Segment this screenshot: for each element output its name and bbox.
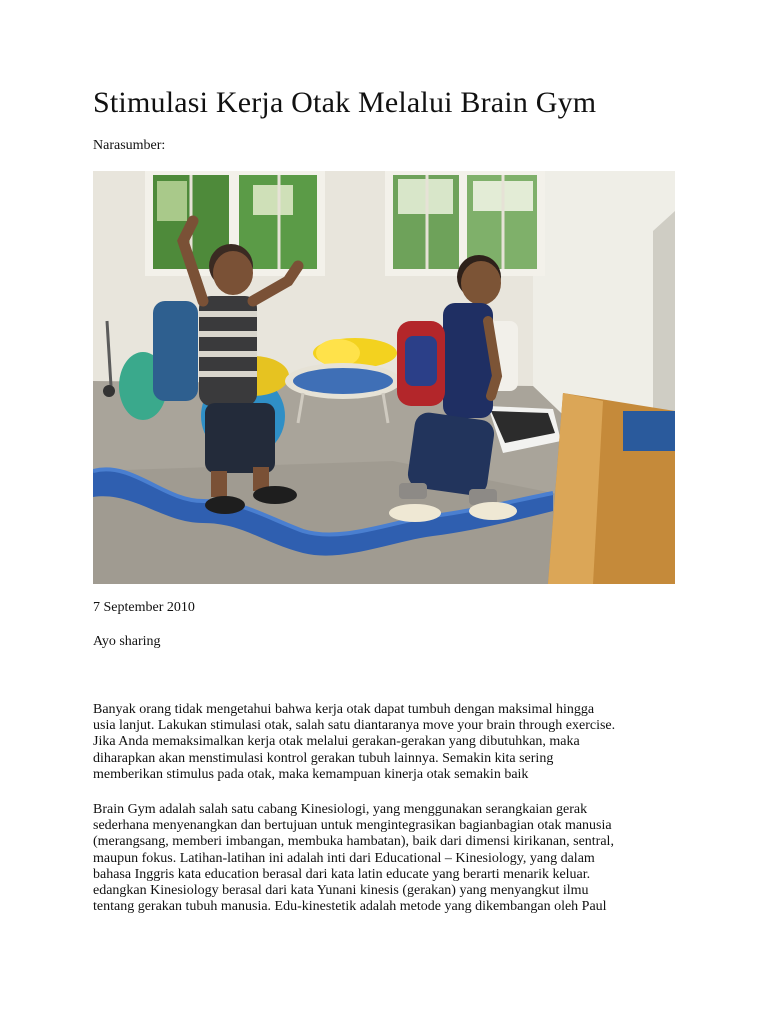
article-date: 7 September 2010	[93, 600, 195, 615]
narasumber-label: Narasumber:	[93, 138, 166, 153]
paragraph-2	[93, 802, 678, 915]
paragraph-line: memberikan stimulus pada otak, maka kemampuan kinerja otak semakin baik	[93, 766, 529, 782]
paragraph-1	[93, 702, 678, 783]
article-photo	[93, 171, 675, 584]
paragraph-line: bahasa Inggris kata education berasal dari kata latin educate yang berarti menarik keluar.	[93, 866, 591, 882]
paragraph-line: Jika Anda memaksimalkan kerja otak melalui gerakan-gerakan yang dibutuhkan, maka	[93, 734, 580, 750]
paragraph-line: diharapkan akan menstimulasi kontrol gerakan tubuh lainnya. Semakin kita sering	[93, 750, 554, 766]
paragraph-line: Brain Gym adalah salah satu cabang Kinesiologi, yang menggunakan serangkaian gerak	[93, 802, 588, 817]
paragraph-line: usia lanjut. Lakukan stimulasi otak, salah satu diantaranya move your brain through exercise.	[93, 718, 616, 734]
paragraph-line: sederhana menyenangkan dan bertujuan untuk mengintegrasikan bagianbagian otak manusia	[93, 818, 612, 834]
page-title: Stimulasi Kerja Otak Melalui Brain Gym	[93, 86, 597, 119]
paragraph-line: edangkan Kinesiology berasal dari kata Yunani kinesis (gerakan) yang menyangkut ilmu	[93, 883, 589, 899]
paragraph-line: Banyak orang tidak mengetahui bahwa kerja otak dapat tumbuh dengan maksimal hingga	[93, 702, 595, 717]
paragraph-line: tentang gerakan tubuh manusia. Edu-kinestetik adalah metode yang dikembangan oleh Paul	[93, 899, 607, 915]
paragraph-line: (merangsang, memberi imbangan, membuka hambatan), baik dari dimensi kirikanan, sentral,	[93, 834, 614, 850]
paragraph-line: maupun fokus. Latihan-latihan ini adalah inti dari Educational – Kinesiology, yang dalam	[93, 850, 595, 866]
article-subtitle: Ayo sharing	[93, 634, 161, 649]
